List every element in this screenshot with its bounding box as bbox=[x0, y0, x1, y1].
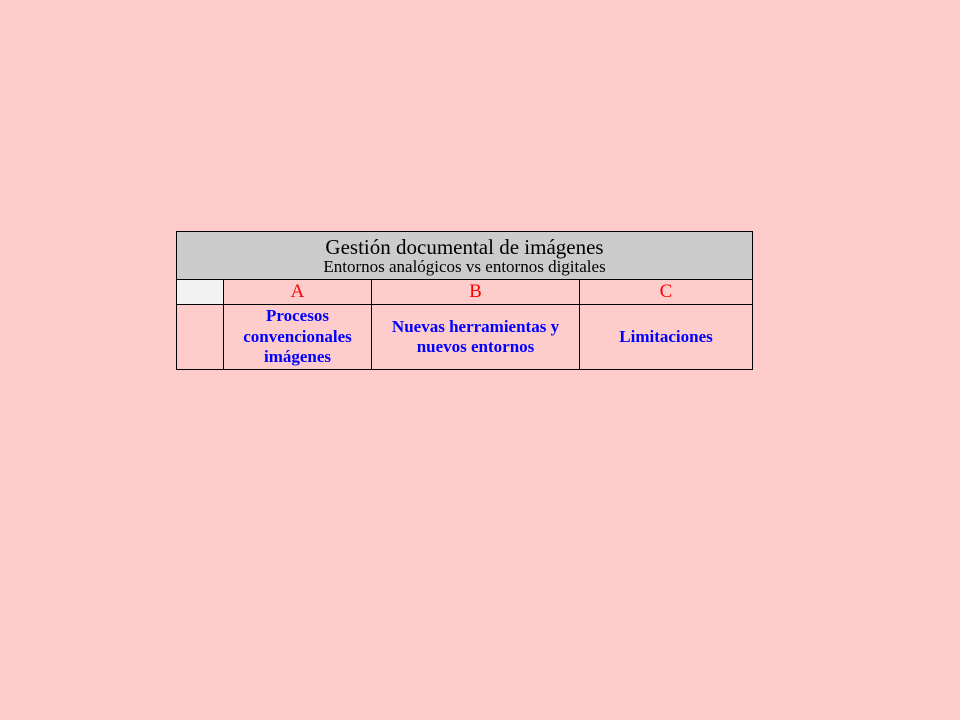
table-title: Gestión documental de imágenes bbox=[325, 234, 604, 259]
table-title-cell bbox=[177, 232, 753, 280]
table-subtitle: Entornos analógicos vs entornos digitales bbox=[323, 256, 606, 276]
column-a-line-2: convencionales bbox=[243, 326, 352, 346]
comparison-table bbox=[176, 231, 753, 370]
column-content-c bbox=[580, 305, 753, 370]
comparison-table-container bbox=[176, 231, 752, 370]
column-a-line-3: imágenes bbox=[263, 347, 332, 367]
column-a-line-1: Procesos bbox=[266, 306, 329, 326]
column-content-b bbox=[372, 305, 580, 370]
row-label-cell bbox=[177, 305, 224, 370]
column-content-a bbox=[224, 305, 372, 370]
column-letter-b: B bbox=[372, 280, 580, 305]
column-content-row bbox=[177, 305, 753, 370]
column-b-line-1: Nuevas herramientas y bbox=[391, 316, 560, 336]
table-title-row bbox=[177, 232, 753, 280]
column-c-line-1: Limitaciones bbox=[619, 326, 713, 346]
corner-cell bbox=[177, 280, 224, 305]
column-letter-a: A bbox=[224, 280, 372, 305]
column-letter-row bbox=[177, 280, 753, 305]
column-letter-c: C bbox=[580, 280, 753, 305]
column-b-line-2: nuevos entornos bbox=[416, 337, 535, 357]
